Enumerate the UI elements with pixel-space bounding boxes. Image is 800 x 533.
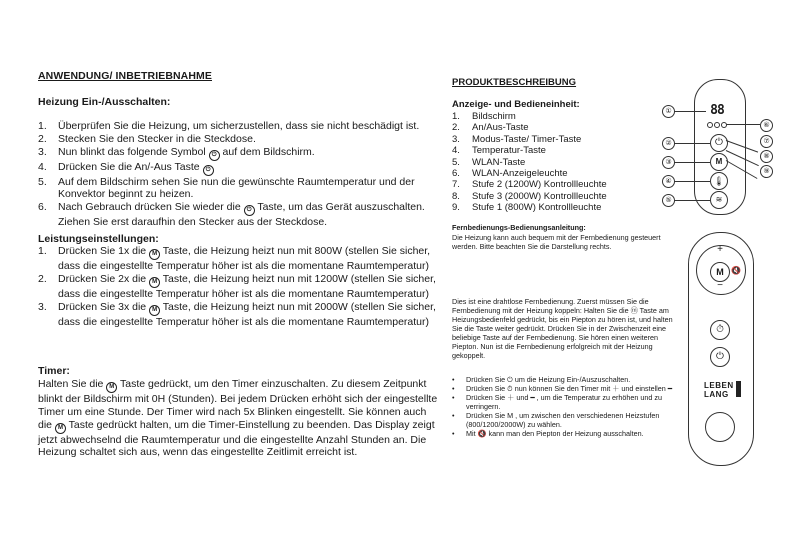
display-screen: 88	[710, 103, 724, 118]
panel-wifi-button: ≋	[710, 191, 728, 209]
callout-line	[674, 162, 710, 163]
remote-bullets	[452, 375, 680, 438]
mute-icon: 🔇	[731, 266, 741, 275]
callout-line	[674, 200, 710, 201]
list-item: 3. Drücken Sie 3x die M Taste, die Heizung heizt nun mit 2000W (stellen Sie sicher, dass die eingestellte Temperatur höher ist als die momentane Raumtemperatur)	[38, 300, 436, 328]
power-icon: ⏻	[209, 150, 220, 161]
list-item: 4. Temperatur-Taste	[452, 145, 546, 157]
callout-9: ⑨	[760, 165, 773, 178]
list-item: 1. Bildschirm	[452, 111, 516, 122]
mode-icon: M	[149, 277, 160, 288]
remote-mode-button: M	[710, 262, 730, 282]
timer-paragraph: Halten Sie die M Taste gedrückt, um den Timer einzuschalten. Zu diesem Zeitpunkt blinkt der Bildschirm mit 0H (Stunden). Bei jedem Drücken erhöht sich der eingestellte Timer um eine Stunde. Der Timer wird nach 5x Blinken eingestellt. Sie können auch die M Taste gedrückt halten, um die Timer-Einstellung zu beenden. Das Display zeigt jetzt abwechselnd die Raumtemperatur und die eingestellte Anzahl Stunden an. Die Heizung schaltet sich aus, wenn das eingestellte Zeitlimit erreicht ist.	[38, 378, 438, 459]
callout-8: ⑧	[760, 150, 773, 163]
power-icon: ⏻	[203, 165, 214, 176]
callout-1: ①	[662, 105, 675, 118]
brand-logo-mark	[736, 381, 741, 397]
parts-list	[452, 111, 642, 214]
callout-line	[674, 111, 706, 112]
callout-6: ⑥	[760, 119, 773, 132]
list-item: 9. Stufe 1 (800W) Kontrollleuchte	[452, 202, 602, 214]
power-steps	[38, 245, 438, 328]
remote-timer-button: ⏱	[710, 320, 730, 340]
list-item: 2. Drücken Sie 2x die M Taste, die Heizung heizt nun mit 1200W (stellen Sie sicher, dass die eingestellte Temperatur höher ist als die momentane Raumtemperatur)	[38, 272, 436, 300]
product-title: PRODUKTBESCHREIBUNG	[452, 77, 577, 88]
list-item: 3. Nun blinkt das folgende Symbol ⏻ auf dem Bildschirm.	[38, 146, 438, 161]
mode-icon: M	[55, 423, 66, 434]
list-item: 4. Drücken Sie die An/-Aus Taste ⏻	[38, 161, 438, 176]
list-item: 1. Überprüfen Sie die Heizung, um sicherzustellen, dass sie nicht beschädigt ist.	[38, 120, 420, 132]
list-item: • Drücken Sie ⏱ nun können Sie den Timer mit ＋ und einstellen ━	[452, 384, 673, 393]
list-item: 2. Stecken Sie den Stecker in die Steckdose.	[38, 132, 256, 145]
list-item: 5. WLAN-Taste	[452, 156, 526, 168]
callout-5: ⑤	[662, 194, 675, 207]
timer-heading: Timer:	[38, 365, 70, 377]
list-item: 8. Stufe 3 (2000W) Kontrollleuchte	[452, 190, 607, 202]
list-item: 2. An/Aus-Taste	[452, 122, 529, 134]
list-item: • Drücken Sie M , um zwischen den verschiedenen Heizstufen (800/1200/2000W) zu wählen.	[452, 411, 660, 429]
callout-4: ④	[662, 175, 675, 188]
power-icon: ⏻	[244, 205, 255, 216]
callout-3: ③	[662, 156, 675, 169]
callout-line	[674, 181, 710, 182]
panel-temperature-button: 🌡	[710, 172, 728, 190]
remote-round-button	[705, 412, 735, 442]
list-item: • Drücken Sie ⏻ um die Heizung Ein-/Auszuschalten.	[452, 375, 631, 384]
mode-icon: M	[149, 305, 160, 316]
section-title: ANWENDUNG/ INBETRIEBNAHME	[38, 70, 212, 82]
callout-7: ⑦	[760, 135, 773, 148]
remote-heading: Fernbedienungs-Bedienungsanleitung:	[452, 223, 586, 232]
list-item: 5. Auf dem Bildschirm sehen Sie nun die gewünschte Raumtemperatur und der Konvektor beginnt zu heizen.	[38, 175, 415, 201]
remote-intro: Die Heizung kann auch bequem mit der Fernbedienung gesteuert werden. Bitte beachten Sie die Darstellung rechts.	[452, 233, 661, 251]
remote-pairing: Dies ist eine drahtlose Fernbedienung. Zuerst müssen Sie die Fernbedienung mit der Heizung koppeln: Halten Sie die ⓜ Taste am Heizungsbedienfeld gedrückt, bis ein Piepton zu hören ist, und halten Sie die Taste weiter gedrückt. Drücken Sie in der Zwischenzeit eine beliebige Taste auf der Fernbedienung. Sie hören einen weiteren Piepton. Nun ist die Fernbedienung erfolgreich mit der Heizung gekoppelt.	[452, 297, 673, 360]
list-item: 3. Modus-Taste/ Timer-Taste	[452, 133, 582, 145]
callout-line	[726, 124, 760, 125]
list-item: • Mit 🔇 kann man den Piepton der Heizung ausschalten.	[452, 429, 644, 438]
heating-steps	[38, 120, 438, 229]
panel-mode-button: M	[710, 153, 728, 171]
remote-minus-button: −	[717, 280, 723, 291]
panel-heading: Anzeige- und Bedieneinheit:	[452, 99, 580, 110]
list-item: 6. Nach Gebrauch drücken Sie wieder die ⏻ Taste, um das Gerät auszuschalten. Ziehen Sie erst daraufhin den Stecker aus der Steckdose.	[38, 201, 425, 229]
list-item: • Drücken Sie ＋ und ━ , um die Temperatur zu erhöhen und zu verringern.	[452, 393, 662, 411]
mode-icon: M	[106, 382, 117, 393]
remote-power-button: ⏻	[710, 347, 730, 367]
led-indicator	[714, 122, 720, 128]
panel-power-button: ⏻	[710, 134, 728, 152]
callout-2: ②	[662, 137, 675, 150]
heating-heading: Heizung Ein-/Ausschalten:	[38, 96, 171, 108]
remote-plus-button: +	[717, 244, 723, 255]
brand-logo: LEBEN LANG	[704, 381, 734, 399]
list-item: 7. Stufe 2 (1200W) Kontrollleuchte	[452, 179, 607, 191]
power-heading: Leistungseinstellungen:	[38, 233, 159, 245]
mode-icon: M	[149, 249, 160, 260]
led-indicator	[707, 122, 713, 128]
led-indicator	[721, 122, 727, 128]
callout-line	[674, 143, 710, 144]
list-item: 6. WLAN-Anzeigeleuchte	[452, 168, 568, 180]
list-item: 1. Drücken Sie 1x die M Taste, die Heizung heizt nun mit 800W (stellen Sie sicher, dass die eingestellte Temperatur höher ist als die momentane Raumtemperatur)	[38, 245, 431, 272]
